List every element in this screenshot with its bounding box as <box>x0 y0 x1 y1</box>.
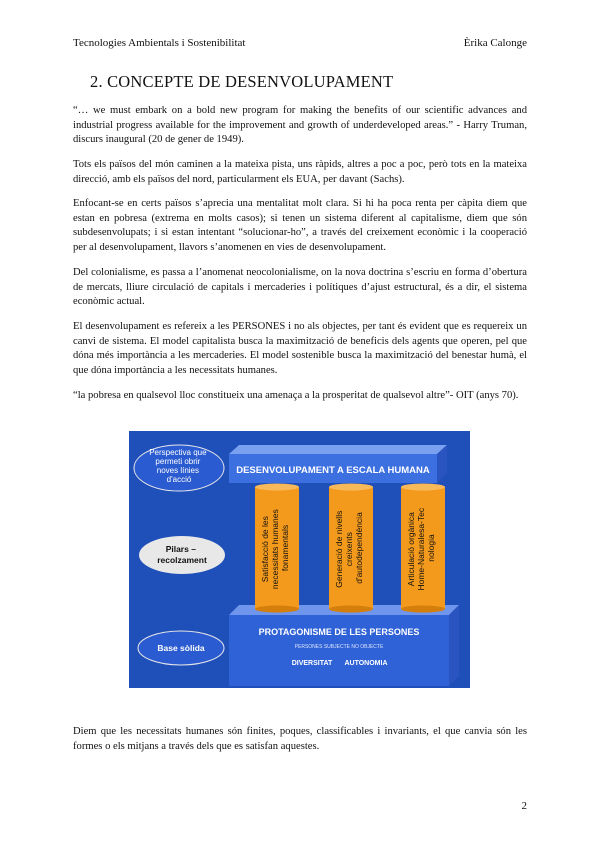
header-left: Tecnologies Ambientals i Sostenibilitat <box>73 37 246 49</box>
paragraph-colonialism: Del colonialisme, es passa a l’anomenat neocolonialisme, on la nova doctrina s’escriu en forma d’obertura de mercats, lliure circulació de capitals i mercaderies i polítiques d’ajust estructural, és a dir, el sistema econòmic actual. <box>73 267 527 307</box>
top-slab-top <box>229 445 447 454</box>
pillar-3-line-3: nologia <box>426 534 436 562</box>
base-subtitle: PERSONES SUBJECTE NO OBJECTE <box>294 644 384 650</box>
ellipse-base-label: Base sòlida <box>157 643 205 653</box>
paragraph-oit-quote: “la pobresa en qualsevol lloc constitueix una amenaça a la prosperitat de qualsevol altre”- OIT (anys 70). <box>73 390 519 401</box>
paragraph-persons: El desenvolupament es refereix a les PERSONES i no als objectes, per tant és evident que es requereix un canvi de sistema. El model capitalista busca la maximització de beneficis dels agents que operen, pel que dóna més importància a les mercaderies. El model sostenible busca la maximització del benestar humà, el que dóna importància a les necessitats humanes. <box>73 321 527 376</box>
base-slab <box>229 615 449 686</box>
section-title: 2. CONCEPTE DE DESENVOLUPAMENT <box>90 72 394 91</box>
base-side <box>449 605 459 686</box>
top-slab-label: DESENVOLUPAMENT A ESCALA HUMANA <box>236 465 430 476</box>
page-number: 2 <box>521 800 527 812</box>
pillar-1-line-3: fonamentals <box>280 524 290 572</box>
pillar-1-line-1: Satisfacció de les <box>260 516 270 583</box>
paragraph-mentality: Enfocant-se en certs països s’aprecia una mentalitat molt clara. Si hi ha poca renta per càpita diem que estan en pobresa (extrema en molts casos); si tenen un sistema diferent al capitalisme, diem que són subdesenvolupats; i si estan intentant “solucionar-ho”, a través del creixement econòmic i la cooperació per al desenvolupament, llavors s’anomenen en vies de desenvolupament. <box>73 198 527 253</box>
ellipse-pillars-line-2: recolzament <box>157 555 207 565</box>
base-title: PROTAGONISME DE LES PERSONES <box>258 627 420 637</box>
ellipse-perspective-line-1: Perspectiva que <box>149 448 207 457</box>
pillar-2-line-3: d'autodependència <box>354 512 364 584</box>
human-scale-development-diagram <box>129 431 470 688</box>
ellipse-perspective-line-4: d'acció <box>166 475 192 484</box>
pillar-1 <box>255 484 299 613</box>
ellipse-perspective-line-2: permeti obrir <box>155 457 201 466</box>
pillar-1-line-2: necessitats humanes <box>270 509 280 590</box>
pillar-3 <box>401 484 445 613</box>
base-diversitat: DIVERSITAT <box>291 660 333 667</box>
base-autonomia: AUTONOMIA <box>344 660 388 667</box>
paragraph-sachs: Tots els països del món caminen a la mateixa pista, uns ràpids, altres a poc a poc, però tots en la mateixa direcció, amb els països del nord, particularment els EUA, per davant (Sachs). <box>73 159 527 185</box>
ellipse-pillars-line-1: Pilars – <box>165 544 196 554</box>
pillar-2 <box>329 484 373 613</box>
paragraph-truman-quote: “… we must embark on a bold new program for making the benefits of our scientific advances and industrial progress available for the improvement and growth of underdeveloped areas.” - Harry Truman, discurs inaugural (20 de gener de 1949). <box>73 105 527 145</box>
ellipse-perspective-line-3: noves línies <box>156 466 200 475</box>
pillar-2-line-1: Generació de nivells <box>334 510 344 588</box>
pillar-2-line-2: creixents <box>344 532 354 567</box>
pillar-3-line-2: Home-Naturalesa-Tec <box>416 507 426 591</box>
pillar-3-line-1: Articulació orgànica <box>406 512 416 587</box>
header-right: Èrika Calonge <box>463 37 527 49</box>
paragraph-needs: Diem que les necessitats humanes són finites, poques, classificables i invariants, el que canvia són les formes o els mitjans a través dels que es satisfan aquestes. <box>73 726 527 752</box>
